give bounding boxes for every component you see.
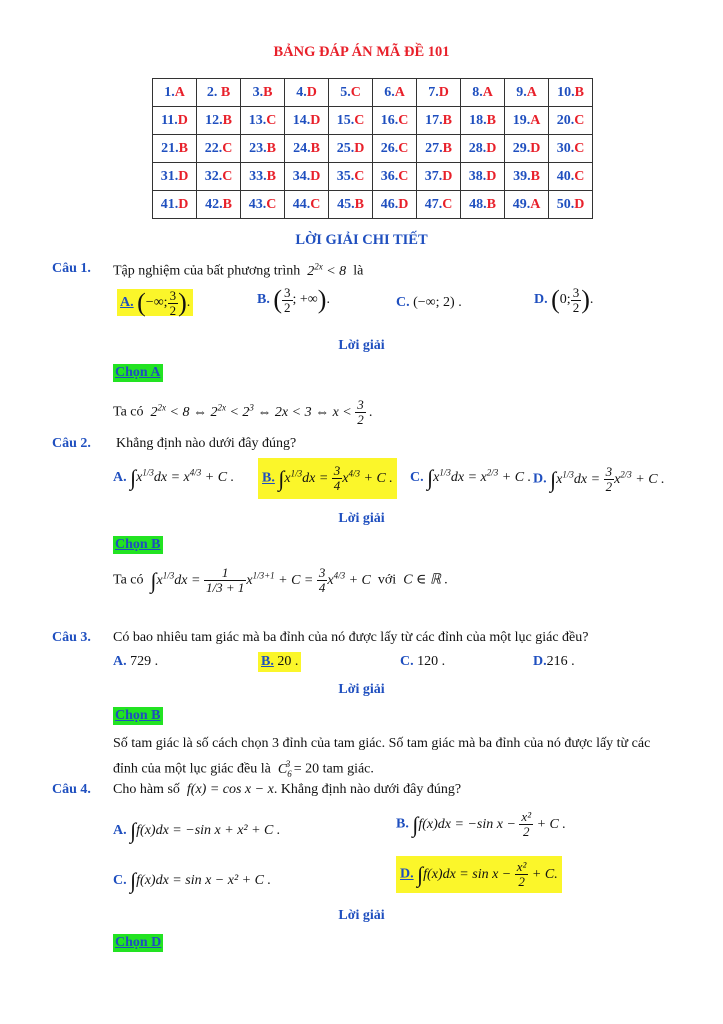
answer-number: 27.: [425, 140, 443, 156]
answer-letter: D: [398, 196, 409, 212]
q3-option-a[interactable]: A. 729 .: [113, 654, 159, 669]
answer-number: 19.: [512, 112, 531, 128]
q2-solution: Ta có $\int x^{1/3}dx$ = $\frac{1}{1/3 + 1}$ $x^{1/3+1} + C$ = $\frac{3}{4}$ $x^{4/3} + C$ với C ∈ ℝ .: [113, 565, 448, 595]
answer-letter: B: [530, 168, 540, 184]
answer-cell: [505, 79, 549, 107]
section-title: LỜI GIẢI CHI TIẾT: [295, 232, 428, 248]
answer-letter: C: [354, 112, 365, 128]
answer-number: 46.: [380, 196, 399, 212]
answer-cell: [285, 135, 329, 163]
answer-letter: C: [574, 140, 585, 156]
q3-answer-choice: Chọn B: [115, 708, 161, 723]
answer-number: 23.: [249, 140, 267, 156]
q3-option-c[interactable]: C. 120 .: [400, 654, 446, 669]
answer-cell: [417, 163, 461, 191]
q1-option-c[interactable]: C. (−∞; 2) .: [396, 295, 462, 310]
answer-letter: C: [266, 196, 277, 212]
answer-number: 34.: [292, 168, 311, 184]
answer-letter: B: [222, 196, 232, 212]
answer-number: 20.: [556, 112, 575, 128]
answer-cell: [549, 79, 593, 107]
answer-cell: [461, 79, 505, 107]
q2-option-d[interactable]: D. $\int x^{1/3}dx$ = $\frac{3}{2}$ $x^{2/3} + C$ .: [533, 464, 665, 494]
answer-cell: [549, 191, 593, 219]
answer-letter: C: [350, 84, 361, 100]
answer-number: 7.: [428, 84, 439, 100]
answer-row: [153, 191, 593, 219]
answer-row: [153, 79, 593, 107]
q4-option-a[interactable]: A. ∫f(x)dx = −sin x + x² + C .: [113, 818, 281, 843]
answer-cell: [373, 163, 417, 191]
answer-cell: [241, 191, 285, 219]
answer-number: 36.: [380, 168, 399, 184]
q2-label: Câu 2.: [52, 436, 91, 451]
answer-letter: C: [354, 168, 365, 184]
answer-number: 33.: [249, 168, 267, 184]
q3-text: Có bao nhiêu tam giác mà ba đỉnh của nó được lấy từ các đỉnh của một lục giác đều?: [113, 630, 589, 645]
answer-row: [153, 107, 593, 135]
answer-letter: A: [394, 84, 405, 100]
q3-solution-heading: Lời giải: [338, 682, 385, 697]
answer-letter: D: [574, 196, 585, 212]
answer-letter: D: [438, 84, 449, 100]
q2-option-c[interactable]: C. $\int x^{1/3}dx = x^{2/3} + C$ .: [410, 465, 532, 490]
answer-cell: [417, 135, 461, 163]
answer-number: 13.: [248, 112, 267, 128]
answer-row: [153, 135, 593, 163]
answer-cell: [285, 79, 329, 107]
answer-number: 15.: [336, 112, 355, 128]
answer-letter: D: [486, 140, 497, 156]
answer-cell: [461, 107, 505, 135]
answer-letter: B: [486, 196, 496, 212]
answer-letter: A: [530, 112, 541, 128]
answer-number: 50.: [556, 196, 575, 212]
answer-number: 3.: [252, 84, 264, 100]
answer-letter: B: [178, 140, 188, 156]
answer-cell: [505, 107, 549, 135]
answer-cell: [461, 191, 505, 219]
answer-number: 39.: [513, 168, 531, 184]
answer-number: 16.: [380, 112, 399, 128]
answer-letter: B: [222, 112, 232, 128]
answer-cell: [373, 107, 417, 135]
q3-option-b[interactable]: B. 20 .: [258, 652, 301, 672]
answer-cell: [417, 191, 461, 219]
answer-cell: [549, 135, 593, 163]
answer-table: [152, 78, 593, 219]
answer-number: 40.: [556, 168, 575, 184]
answer-cell: [329, 191, 373, 219]
answer-cell: [241, 163, 285, 191]
q2-text: Khẳng định nào dưới đây đúng?: [116, 436, 297, 451]
q1-solution-heading: Lời giải: [338, 338, 385, 353]
answer-cell: [241, 135, 285, 163]
q1-option-a[interactable]: A. (−∞; $\frac{3}{2}$ ).: [113, 285, 197, 321]
q3-solution: Số tam giác là số cách chọn 3 đỉnh của tam giác. Số tam giác mà ba đỉnh của nó được lấy từ các đỉnh của một lục giác đều là $C_6^3 = 20$ tam giác.: [113, 736, 651, 779]
answer-letter: C: [574, 168, 585, 184]
answer-number: 24.: [293, 140, 311, 156]
answer-letter: D: [354, 140, 365, 156]
q4-answer-choice: Chọn D: [115, 935, 162, 950]
q1-answer-choice: Chọn A: [115, 365, 161, 380]
answer-letter: A: [482, 84, 493, 100]
answer-letter: B: [442, 140, 452, 156]
answer-letter: D: [177, 112, 188, 128]
q4-option-b[interactable]: B. ∫f(x)dx = −sin x − $\frac{\text{x²}}{2}$ + C .: [396, 809, 566, 839]
answer-letter: B: [266, 140, 276, 156]
q4-solution-heading: Lời giải: [338, 908, 385, 923]
answer-number: 9.: [516, 84, 527, 100]
q1-option-d[interactable]: D. (0; $\frac{3}{2}$ ).: [534, 284, 594, 315]
answer-letter: D: [486, 168, 497, 184]
answer-number: 14.: [292, 112, 311, 128]
answer-number: 38.: [468, 168, 487, 184]
answer-letter: B: [354, 196, 364, 212]
answer-number: 25.: [336, 140, 355, 156]
answer-cell: [505, 191, 549, 219]
answer-cell: [285, 191, 329, 219]
answer-letter: D: [310, 168, 321, 184]
answer-number: 42.: [205, 196, 223, 212]
answer-row: [153, 163, 593, 191]
answer-number: 41.: [160, 196, 179, 212]
answer-cell: [241, 79, 285, 107]
answer-cell: [285, 163, 329, 191]
answer-cell: [329, 135, 373, 163]
answer-cell: [285, 107, 329, 135]
answer-cell: [197, 163, 241, 191]
answer-cell: [373, 191, 417, 219]
answer-number: 35.: [336, 168, 355, 184]
answer-letter: B: [266, 168, 276, 184]
answer-cell: [241, 107, 285, 135]
answer-cell: [329, 107, 373, 135]
answer-cell: [329, 79, 373, 107]
answer-letter: B: [486, 112, 496, 128]
answer-number: 2.: [206, 84, 221, 100]
answer-key-title: BẢNG ĐÁP ÁN MÃ ĐỀ 101: [273, 44, 450, 60]
q2-solution-heading: Lời giải: [338, 511, 385, 526]
answer-number: 6.: [384, 84, 395, 100]
q2-option-b[interactable]: B. $\int x^{1/3}dx$ = $\frac{3}{4}$ $x^{4/3} + C$ .: [258, 458, 397, 499]
answer-letter: C: [266, 112, 277, 128]
answer-letter: D: [178, 196, 189, 212]
answer-number: 37.: [424, 168, 443, 184]
answer-number: 49.: [512, 196, 531, 212]
answer-cell: [153, 163, 197, 191]
answer-letter: D: [310, 112, 321, 128]
answer-cell: [153, 191, 197, 219]
answer-cell: [197, 191, 241, 219]
answer-cell: [461, 135, 505, 163]
answer-cell: [197, 135, 241, 163]
answer-number: 44.: [292, 196, 311, 212]
answer-number: 29.: [512, 140, 531, 156]
answer-letter: B: [310, 140, 320, 156]
answer-number: 30.: [556, 140, 575, 156]
q2-answer-choice: Chọn B: [115, 537, 161, 552]
q3-label: Câu 3.: [52, 630, 91, 645]
q1-solution: Ta có $2^{2x} < 8$ ⇔ $2^{2x} < 2^3$ ⇔ 2x < 3 ⇔ x < $\frac{3}{2}$ .: [113, 397, 373, 427]
answer-number: 48.: [469, 196, 487, 212]
answer-letter: C: [222, 140, 233, 156]
answer-number: 12.: [205, 112, 223, 128]
answer-cell: [417, 107, 461, 135]
q4-option-d[interactable]: D. ∫f(x)dx = sin x − $\frac{\text{x²}}{2}$ + C.: [396, 856, 562, 893]
q2-option-a[interactable]: A. $\int x^{1/3}dx = x^{4/3} + C$ .: [113, 465, 235, 490]
answer-number: 18.: [469, 112, 487, 128]
answer-number: 28.: [468, 140, 487, 156]
answer-number: 45.: [337, 196, 355, 212]
q3-option-d[interactable]: D.216 .: [533, 654, 575, 669]
answer-letter: C: [222, 168, 233, 184]
answer-letter: B: [220, 84, 231, 100]
q1-label: Câu 1.: [52, 261, 91, 276]
answer-letter: C: [398, 140, 409, 156]
q1-option-b[interactable]: B. ( $\frac{3}{2}$ ; +∞).: [257, 284, 330, 315]
answer-cell: [461, 163, 505, 191]
answer-cell: [373, 79, 417, 107]
answer-cell: [549, 107, 593, 135]
answer-number: 32.: [204, 168, 223, 184]
answer-number: 21.: [161, 140, 179, 156]
answer-letter: C: [398, 112, 409, 128]
answer-number: 43.: [248, 196, 267, 212]
answer-number: 1.: [164, 84, 175, 100]
answer-letter: A: [526, 84, 537, 100]
answer-letter: D: [530, 140, 541, 156]
answer-letter: D: [442, 168, 453, 184]
answer-number: 22.: [204, 140, 223, 156]
answer-cell: [329, 163, 373, 191]
answer-number: 11.: [161, 112, 178, 128]
q4-label: Câu 4.: [52, 782, 91, 797]
answer-number: 4.: [296, 84, 307, 100]
answer-cell: [153, 135, 197, 163]
answer-letter: A: [530, 196, 541, 212]
answer-number: 26.: [380, 140, 399, 156]
answer-number: 5.: [340, 84, 351, 100]
answer-letter: C: [574, 112, 585, 128]
answer-number: 8.: [472, 84, 483, 100]
answer-number: 31.: [160, 168, 179, 184]
answer-cell: [505, 135, 549, 163]
answer-number: 17.: [425, 112, 443, 128]
answer-cell: [505, 163, 549, 191]
answer-letter: D: [306, 84, 317, 100]
answer-number: 10.: [557, 84, 575, 100]
q4-text: Cho hàm số f(x) = cos x − x. Khẳng định nào dưới đây đúng?: [113, 782, 462, 797]
answer-cell: [153, 79, 197, 107]
answer-cell: [549, 163, 593, 191]
answer-number: 47.: [424, 196, 443, 212]
answer-cell: [197, 79, 241, 107]
answer-letter: D: [178, 168, 189, 184]
answer-letter: C: [310, 196, 321, 212]
answer-cell: [417, 79, 461, 107]
q1-text: Tập nghiệm của bất phương trình $2^{2x} < 8$ là: [113, 261, 364, 279]
q4-option-c[interactable]: C. ∫f(x)dx = sin x − x² + C .: [113, 868, 271, 893]
answer-cell: [153, 107, 197, 135]
answer-letter: C: [398, 168, 409, 184]
answer-letter: B: [442, 112, 452, 128]
answer-cell: [373, 135, 417, 163]
answer-letter: C: [442, 196, 453, 212]
answer-letter: B: [574, 84, 584, 100]
answer-letter: B: [263, 84, 273, 100]
answer-cell: [197, 107, 241, 135]
answer-letter: A: [174, 84, 185, 100]
